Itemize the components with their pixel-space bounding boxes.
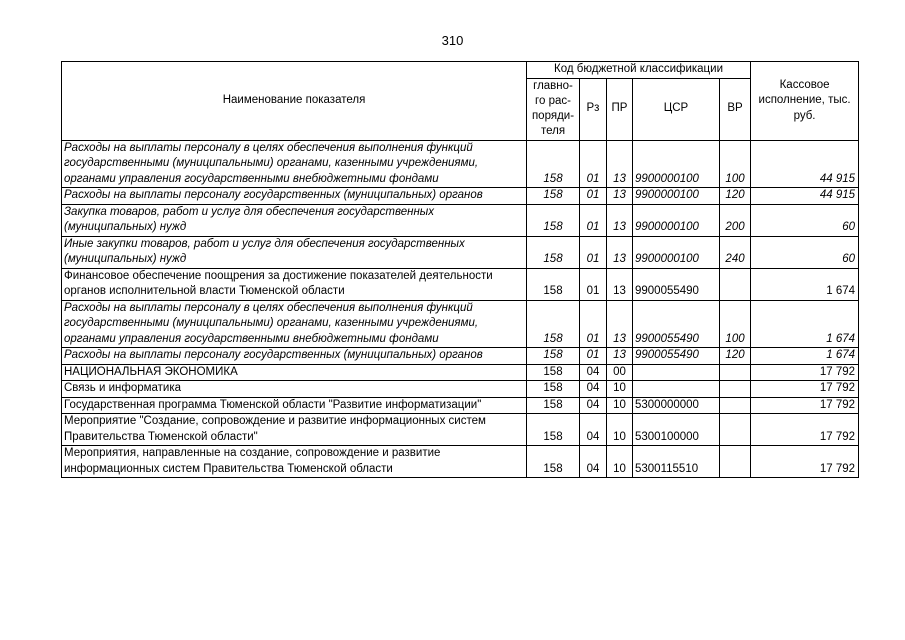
row-gl: 158 (527, 414, 580, 446)
table-row (62, 204, 859, 236)
row-rz: 01 (580, 188, 607, 205)
row-name: Государственная программа Тюменской области "Развитие информатизации" (62, 397, 527, 414)
table-row (62, 381, 859, 398)
row-gl: 158 (527, 446, 580, 478)
row-pr: 10 (607, 397, 633, 414)
table-row (62, 446, 859, 478)
table-row (62, 140, 859, 188)
row-csr: 9900000100 (633, 188, 720, 205)
row-gl: 158 (527, 188, 580, 205)
row-csr: 9900000100 (633, 140, 720, 188)
header-pr: ПР (607, 78, 633, 140)
table-row (62, 414, 859, 446)
row-rz: 01 (580, 348, 607, 365)
row-name: Мероприятия, направленные на создание, сопровождение и развитие информационных систем Правительства Тюменской области (62, 446, 527, 478)
row-csr: 9900000100 (633, 204, 720, 236)
row-csr: 5300115510 (633, 446, 720, 478)
table-row (62, 397, 859, 414)
row-vr: 120 (720, 188, 751, 205)
row-vr (720, 268, 751, 300)
table-row (62, 236, 859, 268)
row-vr (720, 446, 751, 478)
table-row (62, 348, 859, 365)
row-pr: 13 (607, 300, 633, 348)
row-csr (633, 381, 720, 398)
row-pr: 00 (607, 364, 633, 381)
row-amount: 44 915 (751, 140, 859, 188)
row-name: Финансовое обеспечение поощрения за достижение показателей деятельности органов исполнительной власти Тюменской области (62, 268, 527, 300)
row-gl: 158 (527, 300, 580, 348)
row-amount: 60 (751, 204, 859, 236)
row-csr: 9900055490 (633, 268, 720, 300)
row-rz: 01 (580, 204, 607, 236)
row-rz: 04 (580, 397, 607, 414)
row-pr: 13 (607, 268, 633, 300)
row-pr: 10 (607, 446, 633, 478)
row-gl: 158 (527, 268, 580, 300)
row-gl: 158 (527, 236, 580, 268)
header-vr: ВР (720, 78, 751, 140)
row-csr: 9900055490 (633, 348, 720, 365)
row-name: Расходы на выплаты персоналу в целях обеспечения выполнения функций государственными (муниципальными) органами, казенными учреждениями, органами управления государственными внебюджетными фондами (62, 300, 527, 348)
budget-table (61, 61, 859, 478)
row-pr: 13 (607, 236, 633, 268)
row-amount: 17 792 (751, 381, 859, 398)
table-header (62, 62, 859, 141)
table-row (62, 300, 859, 348)
row-amount: 1 674 (751, 268, 859, 300)
row-vr (720, 397, 751, 414)
header-name: Наименование показателя (62, 62, 527, 141)
row-name: Связь и информатика (62, 381, 527, 398)
row-vr: 240 (720, 236, 751, 268)
header-gl: главно- го рас- поряди- теля (527, 78, 580, 140)
row-name: Иные закупки товаров, работ и услуг для обеспечения государственных (муниципальных) нужд (62, 236, 527, 268)
row-pr: 10 (607, 414, 633, 446)
row-rz: 01 (580, 236, 607, 268)
row-pr: 13 (607, 204, 633, 236)
row-amount: 1 674 (751, 300, 859, 348)
row-vr (720, 414, 751, 446)
row-gl: 158 (527, 348, 580, 365)
row-pr: 13 (607, 188, 633, 205)
row-amount: 44 915 (751, 188, 859, 205)
row-csr: 9900000100 (633, 236, 720, 268)
row-gl: 158 (527, 397, 580, 414)
row-vr: 120 (720, 348, 751, 365)
header-code-group: Код бюджетной классификации (527, 62, 751, 79)
row-pr: 13 (607, 348, 633, 365)
row-amount: 17 792 (751, 364, 859, 381)
row-gl: 158 (527, 204, 580, 236)
row-pr: 13 (607, 140, 633, 188)
table-body (62, 140, 859, 478)
row-amount: 60 (751, 236, 859, 268)
page-number: 310 (441, 33, 464, 48)
row-vr: 200 (720, 204, 751, 236)
row-amount: 17 792 (751, 414, 859, 446)
row-rz: 04 (580, 381, 607, 398)
row-gl: 158 (527, 364, 580, 381)
row-rz: 04 (580, 446, 607, 478)
row-name: Закупка товаров, работ и услуг для обеспечения государственных (муниципальных) нужд (62, 204, 527, 236)
row-vr: 100 (720, 300, 751, 348)
row-csr: 5300000000 (633, 397, 720, 414)
row-amount: 17 792 (751, 446, 859, 478)
row-rz: 01 (580, 140, 607, 188)
row-amount: 17 792 (751, 397, 859, 414)
table-row (62, 364, 859, 381)
row-pr: 10 (607, 381, 633, 398)
row-vr (720, 381, 751, 398)
row-rz: 01 (580, 300, 607, 348)
row-csr: 9900055490 (633, 300, 720, 348)
row-vr (720, 364, 751, 381)
row-name: Расходы на выплаты персоналу государственных (муниципальных) органов (62, 348, 527, 365)
header-rz: Рз (580, 78, 607, 140)
table-row (62, 268, 859, 300)
row-csr (633, 364, 720, 381)
row-csr: 5300100000 (633, 414, 720, 446)
header-amount: Кассовое исполнение, тыс. руб. (751, 62, 859, 141)
table-row (62, 188, 859, 205)
row-amount: 1 674 (751, 348, 859, 365)
row-name: Мероприятие "Создание, сопровождение и развитие информационных систем Правительства Тюменской области" (62, 414, 527, 446)
row-name: НАЦИОНАЛЬНАЯ ЭКОНОМИКА (62, 364, 527, 381)
row-rz: 04 (580, 364, 607, 381)
row-rz: 04 (580, 414, 607, 446)
row-name: Расходы на выплаты персоналу государственных (муниципальных) органов (62, 188, 527, 205)
row-gl: 158 (527, 381, 580, 398)
row-gl: 158 (527, 140, 580, 188)
header-csr: ЦСР (633, 78, 720, 140)
row-vr: 100 (720, 140, 751, 188)
row-name: Расходы на выплаты персоналу в целях обеспечения выполнения функций государственными (муниципальными) органами, казенными учреждениями, органами управления государственными внебюджетными фондами (62, 140, 527, 188)
row-rz: 01 (580, 268, 607, 300)
